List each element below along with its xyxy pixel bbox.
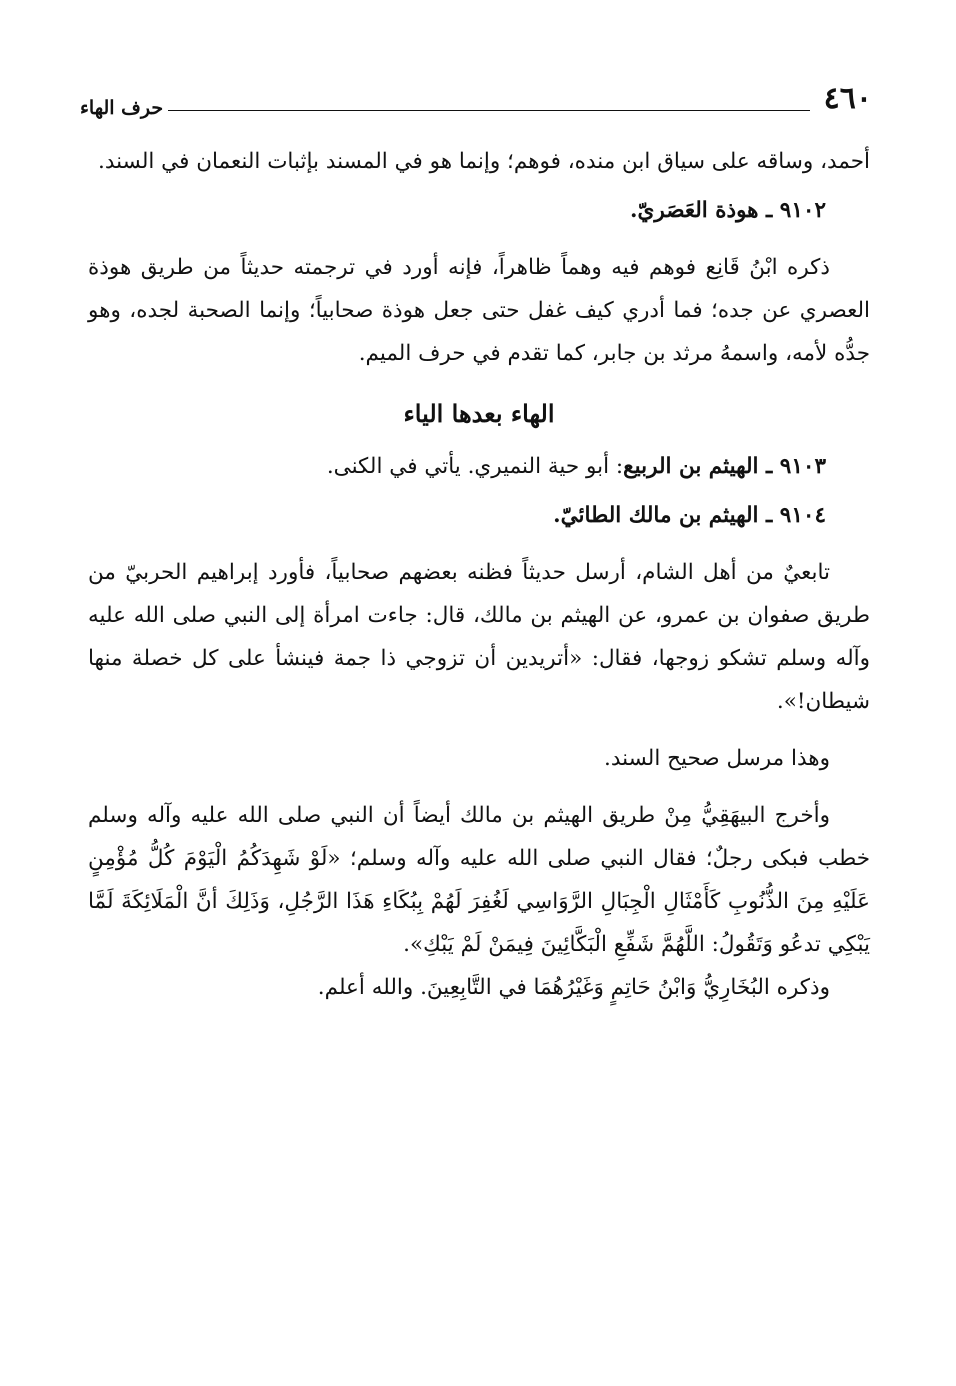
page-body xyxy=(88,140,870,1009)
paragraph-9102: ذكره ابْنُ قَانِع فوهم فيه وهماً ظاهراً، فإنه أورد في ترجمته حديثاً من طريق هوذة العصري عن جده؛ فما أدري كيف غفل حتى جعل هوذة صحابياً؛ وإنما الصحبة لجده، وهو جدُّه لأمه، واسمهُ مرثد بن جابر، كما تقدم في حرف الميم. xyxy=(88,255,870,366)
header-rule xyxy=(168,110,810,111)
hadith-quote: «لَوْ شَهِدَكُمُ الْيَوْمَ كُلُّ مُؤْمِنٍ عَلَيْهِ مِنَ الذُّنُوبِ كَأَمْثَالِ الْجِبَالِ الرَّوَاسِي لَغُفِرَ لَهُمْ بِبُكَاءِ هَذَا الرَّجُلِ، وَذَلِكَ أنَّ الْمَلَائِكَةَ لَمَّا يَبْكِي تدعُو وَتَقُولُ: اللَّهُمَّ شَفِّعِ الْبَكَّائِينَ فِيمَنْ لَمْ يَبْكِ». xyxy=(88,846,870,957)
paragraph-bayhaqi xyxy=(88,794,870,966)
bayhaqi-intro: وأخرج البيهَقِيُّ مِنْ طريق الهيثم بن مالك أيضاً أن النبي صلى الله عليه وآله وسلم خطب فبكى رجلٌ؛ فقال النبي صلى الله عليه وآله وسلم؛ xyxy=(88,803,870,871)
running-title: حرف الهاء xyxy=(80,97,164,119)
section-heading: الهاء بعدها الياء xyxy=(403,399,555,428)
page-header xyxy=(80,82,880,122)
page-number: ٤٦٠ xyxy=(823,81,872,116)
paragraph-9104: تابعيٌ من أهل الشام، أرسل حديثاً فظنه بعضهم صحابياً، فأورد إبراهيم الحربيّ من طريق صفوان بن عمرو، عن الهيثم بن مالك، قال: جاءت امرأة إلى النبي صلى الله عليه وآله وسلم تشكو زوجها، فقال: «أتريدين أن تزوجي ذا جمة فينشأ على كل خصلة منها شيطان!». xyxy=(88,560,870,714)
entry-9103 xyxy=(88,445,870,488)
paragraph-isnad-note: وهذا مرسل صحيح السند. xyxy=(604,746,830,771)
paragraph-continuation: أحمد، وساقه على سياق ابن منده، فوهم؛ وإنما هو في المسند بإثبات النعمان في السند. xyxy=(98,149,870,174)
paragraph-closing: وذكره البُخَارِيُّ وَابْنُ حَاتِمٍ وَغَيْرُهُمَا في التَّابِعِينَ. والله أعلم. xyxy=(317,975,830,1000)
entry-heading-9104: ٩١٠٤ ـ الهيثم بن مالك الطائيّ. xyxy=(553,503,826,528)
entry-9103-text: : أبو حية النميري. يأتي في الكنى. xyxy=(326,454,624,479)
entry-heading-9103: ٩١٠٣ ـ الهيثم بن الربيع xyxy=(623,454,826,479)
entry-heading-9102: ٩١٠٢ ـ هوذة العَصَريّ. xyxy=(630,198,826,223)
